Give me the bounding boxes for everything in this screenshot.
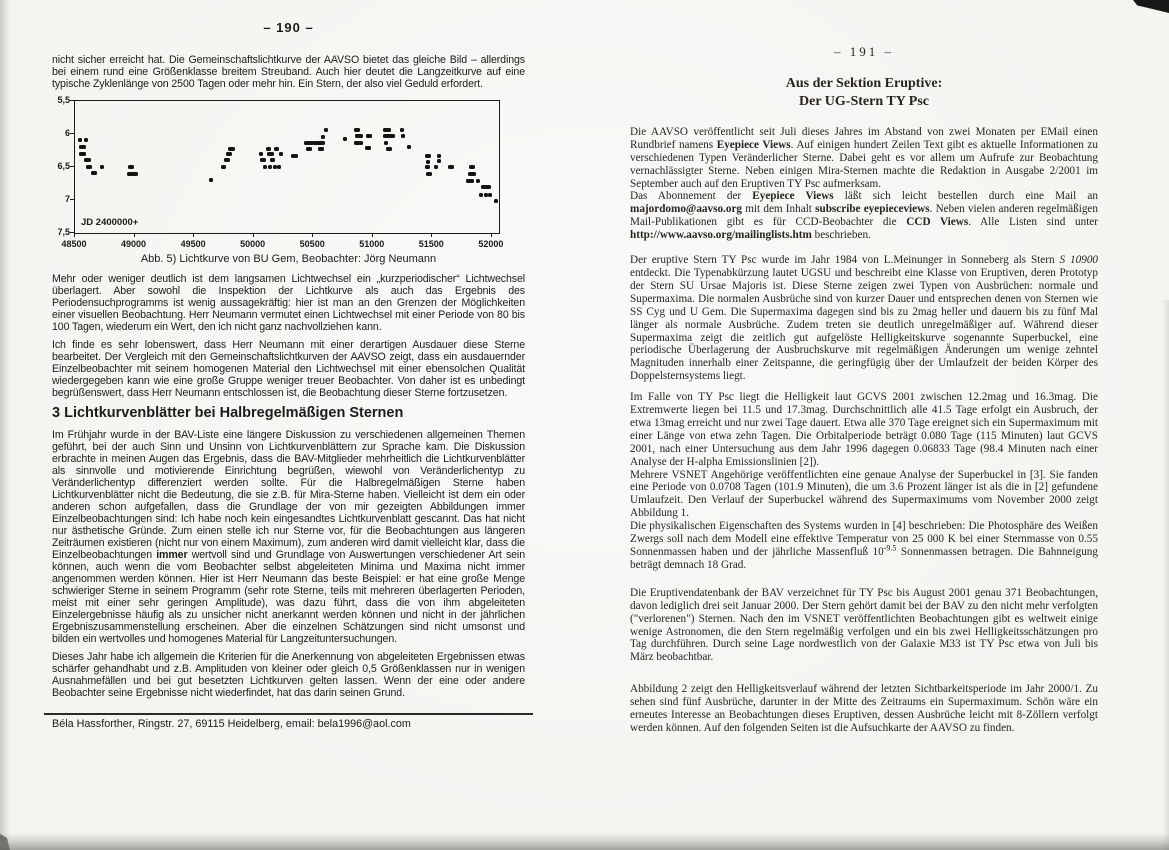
scan-top-right-corner-artifact [1133,0,1169,13]
paragraph-physik [630,520,1098,572]
y-axis-tick-mark [70,166,74,167]
article-heading-line2: Der UG-Stern TY Psc [799,94,929,110]
data-point [479,193,483,197]
x-axis-tick-label: 50000 [240,239,266,249]
x-axis-tick-mark [134,233,135,237]
page-191 [630,46,1098,735]
data-point [93,171,97,175]
page-number-right: – 191 – [834,44,894,59]
data-point [472,172,476,176]
x-axis-tick-mark [372,233,373,237]
paragraph-datenbank: Die Eruptivendatenbank der BAV verzeichnet für TY Psc bis August 2001 genau 371 Beobachtungen, davon lediglich drei seit Januar 2000. Der Stern gehört damit bei der BAV zu den nicht mehr verfolgten ("verlorenen") Sternen. Nach den im VSNET veröffentlichten Beobachtungen gibt es weltweit einige wenige Astronomen, die den Stern regelmäßig verfolgen und ein bis zwei Helligkeitsschätzungen pro Tag durchführen. Durch seine Lage nordwestlich von der Galaxie M33 ist TY Psc etwa von Juli bis März beobachtbar. [630,586,1098,664]
superscript-exponent: -9.5 [883,543,897,553]
data-point [407,145,411,149]
data-point [82,152,86,156]
footer-rule [44,713,533,715]
jd-axis-label: JD 2400000+ [81,217,139,228]
data-point [426,160,430,164]
data-point [209,178,213,182]
data-point [437,159,441,163]
data-point [391,134,395,138]
text-run: Das Abonnement der [630,190,753,203]
data-point [359,141,363,145]
author-footer: Béla Hassforther, Ringstr. 27, 69115 Heidelberg, email: bela1996@aol.com [52,718,411,730]
paragraph-lichtwechsel: Mehr oder weniger deutlich ist dem langsamen Lichtwechsel ein „kurzperiodischer“ Lichtwechsel überlagert. Aber sowohl die Inspektion der Lichtkurve als auch das Ergebnis des Periodensuchprogramms ist wenig aussagekräftig: hier ist man an den Grenzen der Möglichkeiten einer visuellen Beobachtung. Herr Neumann vermutet einen Lichtwechsel mit einer Periode von 80 bis 100 Tagen, wiederum ein Wert, den ich nicht ganz nachvollziehen kann. [52,273,525,333]
figure-plot [74,100,500,234]
data-point [476,179,480,183]
x-axis-tick-mark [193,233,194,237]
italic-text-run: S 10900 [1059,254,1099,267]
article-heading-line1: Aus der Sektion Eruptive: [785,75,943,91]
bold-text-run: http://www.aavso.org/mailinglists.htm [630,229,812,242]
section-heading: 3 Lichtkurvenblätter bei Halbregelmäßigen Sternen [52,405,404,421]
figure-lightcurve [54,96,509,249]
x-axis-tick-label: 52000 [478,239,504,249]
y-axis-tick-label: 5,5 [57,95,70,105]
data-point [271,158,275,162]
text-run: wertvoll sind und Grundlage von Auswertungen verschiedener Art sein können, auch wenn die vom Beobachter selbst abgeleiteten Minima und Maxima nicht immer angenommen werden können. Hier ist Herr Neumann das beste Beispiel: er hat eine große Menge schwieriger Sterne in seinem Programm (sehr rote Sterne, teils mit mehreren überlagerten Perioden, meist mit einer sehr geringen Amplitude), was dazu führt, dass die von ihm abgeleiteten Einzelergebnisse häufig als zu unsicher nicht anerkannt werden können und nicht in der jährlichen Ergebniszusammenstellung erscheinen. Aber die einzelnen Schätzungen sind nicht umsonst und bilden ein wertvolles und homogenes Material für Langzeituntersuchungen. [52,549,525,645]
bold-text-run: subscribe eyepieceviews [815,203,930,216]
data-point [267,147,271,151]
bold-text-run: Eyepiece Views [716,138,791,151]
data-point [222,165,226,169]
text-run: . Alle Listen sind unter [968,216,1099,229]
data-point [228,152,232,156]
paragraph-diskussion [52,429,525,645]
data-point [84,138,88,142]
data-point [471,165,475,169]
data-point [88,165,92,169]
data-point [400,128,404,132]
y-axis-tick-label: 7,5 [57,227,70,237]
x-axis-tick-mark [74,233,75,237]
text-run: Der eruptive Stern TY Psc wurde im Jahr 1984 von L.Meinunger in Sonneberg als Stern [630,254,1060,267]
data-point [78,138,82,142]
data-point [134,172,138,176]
y-axis-tick-mark [70,100,74,101]
data-point [428,172,432,176]
data-point [384,141,388,145]
data-point [450,165,454,169]
data-point [100,165,104,169]
text-run: läßt sich leicht bestellen durch eine Mail an [833,190,1098,203]
bold-text-run: Eyepiece Views [752,190,834,203]
data-point [259,152,263,156]
data-point [268,165,272,169]
data-point [367,146,371,150]
data-point [427,154,431,158]
data-point [320,147,324,151]
x-axis-tick-mark [312,233,313,237]
y-axis-tick-mark [70,199,74,200]
text-run: beschrieben. [811,229,871,242]
paragraph-vsnet: Mehrere VSNET Angehörige veröffentlichten eine genaue Analyse der Superbuckel in [3]. Sie fanden eine Periode von 0.0708 Tagen (101.9 Minuten), die um 3.6 Prozent länger ist als die in [2] gefundene Umlaufzeit. Den Verlauf der Superbuckel während des Supermaximums vom November 2000 zeigt Abbildung 1. [630,468,1098,520]
bold-text-run: immer [156,549,188,561]
x-axis-tick-label: 48500 [61,239,87,249]
data-point [279,152,283,156]
paragraph-rundbrief [630,126,1098,191]
data-point [434,165,438,169]
data-point [321,135,325,139]
data-point [343,137,347,141]
data-point [356,128,360,132]
data-point [294,154,298,158]
text-run: Sonnenmassen betragen. Die Bahnneigung beträgt demnach 18 Grad. [630,546,1098,571]
data-point [263,165,267,169]
scan-right-edge-shadow [1162,300,1169,850]
data-point [359,134,363,138]
x-axis-tick-label: 51500 [418,239,444,249]
paragraph-kriterien: Dieses Jahr habe ich allgemein die Kriterien für die Anerkennung von abgeleiteten Ergebnissen etwas schärfer gehandhabt und z.B. Amplituden von kleiner oder gleich 0,5 Größenklassen nur in wenigen Ausnahmefällen und bei gut besetzten Lichtkurven gelten lassen. Wenn der eine oder andere Beobachter seine Ergebnisse nicht wiederfindet, hat das darin seinen Grund. [52,651,525,699]
text-run: . Neben vielen anderen regelmäßigen Mail-Publikationen gibt es für CCD-Beobachter die [630,203,1098,229]
data-point [387,128,391,132]
y-axis-tick-label: 7 [64,194,70,204]
data-point [226,158,230,162]
text-run: Die AAVSO veröffentlicht seit Juli dieses Jahres im Abstand von zwei Monaten per EMail einen Rundbrief namens [630,125,1098,151]
x-axis-tick-mark [431,233,432,237]
data-point [401,134,405,138]
data-point [82,145,86,149]
paragraph-abbildung2: Abbildung 2 zeigt den Helligkeitsverlauf während der letzten Sichtbarkeitsperiode im Jahr 2000/1. Zu sehen sind fünf Ausbrüche, darunter in der Mitte des Zeitraums ein Supermaximum. Schön wäre ein erneutes Interesse an Beobachtungen dieses Eruptiven, dessen Ausbrüche leicht mit 8-Zöllern verfolgt werden können. Auf den folgenden Seiten ist die Aufsuchkarte der AAVSO zu finden. [630,683,1098,734]
data-point [270,152,274,156]
data-point [273,165,277,169]
text-run: entdeckt. Die Typenabkürzung lautet UGSU und beschreibt eine Klasse von Eruptiven, deren Prototyp der Stern SU Ursae Majoris ist. Diese Sterne zeigen zwei Typen von Ausbrüchen: normale und Supermaxima. Die normalen Ausbrüche sind von kurzer Dauer und entsprechen denen von Sternen wie SS Cyg und U Gem. Die Supermaxima dagegen sind bis zu 2mag heller und dauern bis zu fünf Mal länger als normale Ausbrüche. Zudem treten sie deutlich unregelmäßiger auf. Während dieser Supermaxima zeigt die zeitlich gut aufgelöste Helligkeitskurve sogenannte Superbuckel, eine periodische Überlagerung der Ausbruchskurve mit regelmäßigen Änderungen um wenige zehntel Magnituden innerhalb einer Zeitspanne, die geringfügig über der Umlaufzeit der beiden Körper des Doppelsternsystems liegt. [630,266,1098,383]
page-number-left: – 190 – [263,20,314,35]
text-run: Die physikalischen Eigenschaften des Systems wurden in [4] beschrieben: Die Photosphäre des Weißen Zwergs soll nach dem Modell eine effektive Temperatur von 25 000 K bei einer Sternmasse von 0.55 Sonnenmassen haben und der jährliche Massenfluß 10 [630,520,1098,558]
y-axis-tick-label: 6 [64,128,70,138]
data-point [388,147,392,151]
figure-caption: Abb. 5) Lichtkurve von BU Gem, Beobachter: Jörg Neumann [140,253,437,265]
data-point [321,141,325,145]
data-point [262,158,266,162]
text-run: Im Frühjahr wurde in der BAV-Liste eine längere Diskussion zu verschiedenen allgemeinen Themen geführt, bei der auch Sinn und Unsinn von Lichtkurvenblättern zur Sprache kam. Die Diskussion erbrachte in meinen Augen das Ergebnis, dass die BAV-Mitglieder mehrheitlich die Lichtkurvenblätter als sinnvolle und motivierende Einrichtung begrüßen, wiewohl von Veränderlichentyp zu Veränderlichentyp differenziert werden sollte. Für die Halbregelmäßigen Sterne haben Lichtkurvenblätter nicht die Bedeutung, die sie z.B. für Mira-Sterne haben. Vielleicht ist dem ein oder anderen schon aufgefallen, dass die Grundlage der von mir gezeigten Abbildungen immer Einzelbeobachtungen sind: Ich habe noch kein eingesandtes Lichtkurvenblatt gescannt. Das hat nicht nur ästhetische Gründe. Zum einen stelle ich nur Sterne vor, für die Beobachtungen aus längeren Zeiträumen existieren (nicht nur von einem Maximum), zum anderen wird damit vielleicht klar, dass die Einzelbeobachtungen [52,429,525,561]
x-axis-tick-mark [491,233,492,237]
scan-left-edge-shadow [0,0,10,850]
text-run: mit dem Inhalt [742,203,816,216]
y-axis-tick-label: 6,5 [57,161,70,171]
x-axis-tick-mark [253,233,254,237]
data-point [308,147,312,151]
x-axis-tick-label: 51000 [359,239,385,249]
paragraph-abo [630,190,1098,242]
data-point [368,134,372,138]
paragraph-intro: nicht sicher erreicht hat. Die Gemeinschaftslichtkurve der AAVSO bietet das gleiche Bild – allerdings bei einem rund eine Größenklasse breitem Streuband. Auch hier deutet die Langzeitkurve auf eine typische Zyklenlänge von 2500 Tagen oder mehr hin. Ein Stern, der also viel Geduld erfordert. [52,54,525,90]
bold-text-run: majordomo@aavso.org [630,203,743,216]
x-axis-tick-label: 49000 [121,239,147,249]
data-point [87,158,91,162]
x-axis-tick-label: 49500 [180,239,206,249]
data-point [130,165,134,169]
text-run: . Auf einigen hundert Zeilen Text gibt es aktuelle Informationen zu verschiedenen Typen Veränderlicher Sterne. Dabei geht es vor allem um Aufrufe zur Beobachtung vernachlässigter Sterne. Neben einigen Mira-Sternen machte die Redaktion in Ausgabe 2/2001 im September auch auf den Eruptiven TY Psc aufmerksam. [630,138,1098,190]
data-point [231,147,235,151]
y-axis-tick-mark [70,133,74,134]
paragraph-helligkeit: Im Falle von TY Psc liegt die Helligkeit laut GCVS 2001 zwischen 12.2mag und 16.3mag. Die Extremwerte liegen bei 11.5 und 17.3mag. Durchschnittlich alle 41.5 Tage erfolgt ein Ausbruch, der etwa 13mag erreicht und nur zwei Tage dauert. Etwa alle 370 Tage ereignet sich ein Supermaximum mit einer Länge von etwa zehn Tagen. Die Orbitalperiode beträgt 0.080 Tage (115 Minuten) laut GCVS 2001, nach einer Untersuchung aus dem Jahr 1996 dagegen 0.06833 Tage (98.4 Minuten nach einer Analyse der H-alpha Emissionslinien [2]). [630,391,1098,468]
x-axis-tick-label: 50500 [299,239,325,249]
article-heading [630,75,1098,112]
data-point [470,179,474,183]
paragraph-entdeckung [630,254,1098,383]
bold-text-run: CCD Views [906,216,969,229]
page-190 [52,22,525,730]
data-point [275,147,279,151]
data-point [426,165,430,169]
data-point [277,165,281,169]
scan-bottom-shadow [0,833,1169,850]
paragraph-lobenswert: Ich finde es sehr lobenswert, dass Herr Neumann mit einer derartigen Ausdauer diese Sterne bearbeitet. Der Vergleich mit den Gemeinschaftslichtkurven der AAVSO zeigt, dass ein ausdauernder Einzelbeobachter mit seinem homogenen Material den Lichtwechsel mit einer ebensolchen Qualität wiedergegeben kann wie eine große Gruppe weniger treuer Beobachter. Von daher ist es unbedingt begrüßenswert, dass Herr Neumann entschlossen ist, die Beobachtung dieser Sterne fortzusetzen. [52,339,525,399]
data-point [437,154,441,158]
data-point [488,193,492,197]
data-point [324,128,328,132]
data-point [494,199,498,203]
data-point [484,193,488,197]
data-point [487,185,491,189]
